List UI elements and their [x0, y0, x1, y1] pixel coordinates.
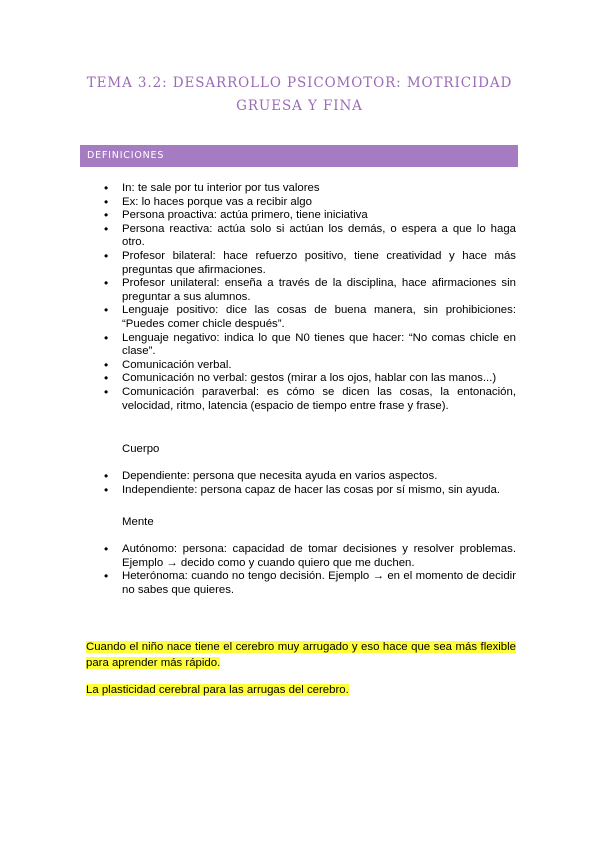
highlighted-text: Cuando el niño nace tiene el cerebro muy arrugado y eso hace que sea más flexible para aprender más rápido. — [86, 641, 516, 669]
definitions-list — [104, 182, 516, 413]
label-cuerpo: Cuerpo — [122, 443, 160, 455]
label-mente: Mente — [122, 516, 154, 528]
list-item: • Profesor bilateral: hace refuerzo positivo, tiene creatividad y hace más preguntas que afirmaciones. — [104, 250, 516, 277]
list-item: • Autónomo: persona: capacidad de tomar decisiones y resolver problemas. Ejemplo → decido como y cuando quiero que me duchen. — [104, 543, 516, 570]
list-item: • Comunicación verbal. — [104, 359, 516, 373]
highlighted-text: La plasticidad cerebral para las arrugas del cerebro. — [86, 684, 349, 696]
list-item: • Dependiente: persona que necesita ayuda en varios aspectos. — [104, 470, 516, 484]
list-item: • In: te sale por tu interior por tus valores — [104, 182, 516, 196]
title-line-2: GRUESA Y FINA — [236, 98, 363, 114]
highlight-paragraph-2 — [86, 683, 516, 699]
list-item: • Independiente: persona capaz de hacer las cosas por sí mismo, sin ayuda. — [104, 484, 516, 498]
list-item: • Comunicación no verbal: gestos (mirar a los ojos, hablar con las manos...) — [104, 372, 516, 386]
list-item: • Profesor unilateral: enseña a través de la disciplina, hace afirmaciones sin preguntar a sus alumnos. — [104, 277, 516, 304]
section-header-definiciones: DEFINICIONES — [80, 145, 518, 167]
mind-list — [104, 543, 516, 597]
title-line-1: TEMA 3.2: DESARROLLO PSICOMOTOR: MOTRICIDAD — [86, 75, 513, 91]
list-item: • Persona reactiva: actúa solo si actúan los demás, o espera a que lo haga otro. — [104, 223, 516, 250]
list-item: • Lenguaje positivo: dice las cosas de buena manera, sin prohibiciones: “Puedes comer chicle después”. — [104, 304, 516, 331]
list-item: • Heterónoma: cuando no tengo decisión. Ejemplo → en el momento de decidir no sabes que quieres. — [104, 570, 516, 597]
body-list — [104, 470, 516, 497]
list-item: • Persona proactiva: actúa primero, tiene iniciativa — [104, 209, 516, 223]
list-item: • Comunicación paraverbal: es cómo se dicen las cosas, la entonación, velocidad, ritmo, latencia (espacio de tiempo entre frase y frase). — [104, 386, 516, 413]
list-item: • Lenguaje negativo: indica lo que N0 tienes que hacer: “No comas chicle en clase”. — [104, 332, 516, 359]
highlight-paragraph-1 — [86, 640, 516, 671]
document-title — [60, 72, 539, 118]
list-item: • Ex: lo haces porque vas a recibir algo — [104, 196, 516, 210]
